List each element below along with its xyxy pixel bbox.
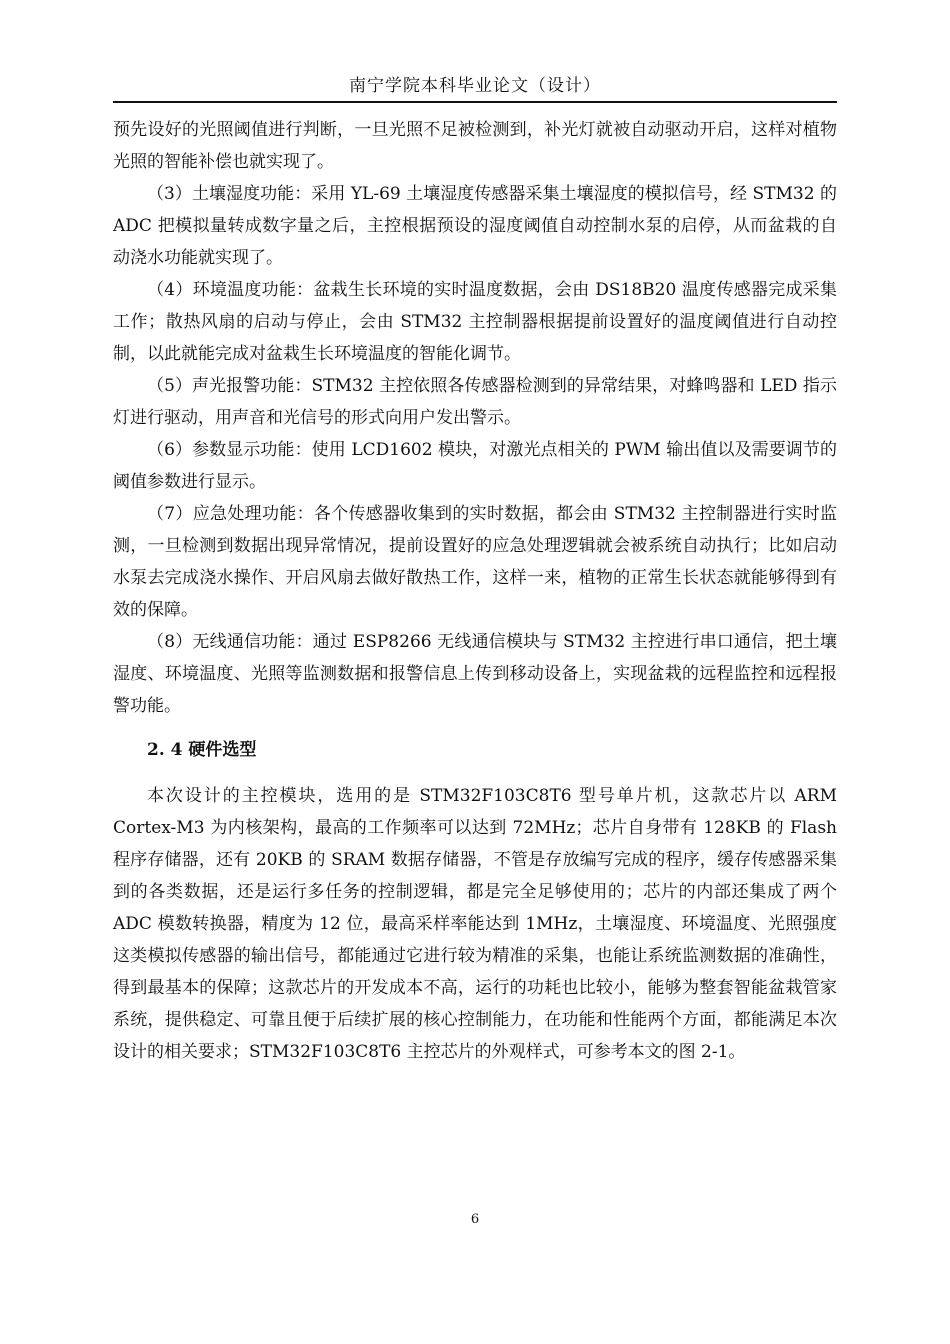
paragraph-soil-moisture: （3）土壤湿度功能：采用 YL-69 土壤湿度传感器采集土壤湿度的模拟信号，经 STM32 的 ADC 把模拟量转成数字量之后，主控根据预设的湿度阈值自动控制水泵的启停，从而盆栽的自动浇水功能就实现了。 [113, 184, 837, 268]
paragraph-temperature: （4）环境温度功能：盆栽生长环境的实时温度数据，会由 DS18B20 温度传感器完成采集工作；散热风扇的启动与停止，会由 STM32 主控制器根据提前设置好的温度阈值进行自动控制，以此就能完成对盆栽生长环境温度的智能化调节。 [113, 280, 837, 364]
page-header-title: 南宁学院本科毕业论文（设计） [349, 76, 601, 96]
paragraph-continuation: 预先设好的光照阈值进行判断，一旦光照不足被检测到，补光灯就被自动驱动开启，这样对植物光照的智能补偿也就实现了。 [113, 120, 837, 172]
paragraph-hardware-selection: 本次设计的主控模块，选用的是 STM32F103C8T6 型号单片机，这款芯片以 ARM Cortex-M3 为内核架构，最高的工作频率可以达到 72MHz；芯片自身带有 128KB 的 Flash 程序存储器，还有 20KB 的 SRAM 数据存储器，不管是存放编写完成的程序，缓存传感器采集到的各类数据，还是运行多任务的控制逻辑，都是完全足够使用的；芯片的内部还集成了两个 ADC 模数转换器，精度为 12 位，最高采样率能达到 1MHz，土壤湿度、环境温度、光照强度这类模拟传感器的输出信号，都能通过它进行较为精准的采集，也能让系统监测数据的准确性，得到最基本的保障；这款芯片的开发成本不高，运行的功耗也比较小，能够为整套智能盆栽管家系统，提供稳定、可靠且便于后续扩展的核心控制能力，在功能和性能两个方面，都能满足本次设计的相关要求；STM32F103C8T6 主控芯片的外观样式，可参考本文的图 2-1。 [113, 786, 837, 1062]
document-body [113, 114, 837, 1068]
page-number: 6 [470, 1212, 480, 1227]
paragraph-emergency: （7）应急处理功能：各个传感器收集到的实时数据，都会由 STM32 主控制器进行实时监测，一旦检测到数据出现异常情况，提前设置好的应急处理逻辑就会被系统自动执行；比如启动水泵去完成浇水操作、开启风扇去做好散热工作，这样一来，植物的正常生长状态就能够得到有效的保障。 [113, 504, 837, 620]
paragraph-wireless: （8）无线通信功能：通过 ESP8266 无线通信模块与 STM32 主控进行串口通信，把土壤湿度、环境温度、光照等监测数据和报警信息上传到移动设备上，实现盆栽的远程监控和远程报警功能。 [113, 632, 837, 716]
paragraph-display: （6）参数显示功能：使用 LCD1602 模块，对激光点相关的 PWM 输出值以及需要调节的阈值参数进行显示。 [113, 440, 837, 492]
paragraph-alarm: （5）声光报警功能：STM32 主控依照各传感器检测到的异常结果，对蜂鸣器和 LED 指示灯进行驱动，用声音和光信号的形式向用户发出警示。 [113, 376, 837, 428]
section-heading: 2. 4 硬件选型 [147, 740, 257, 760]
header-divider [113, 101, 837, 103]
